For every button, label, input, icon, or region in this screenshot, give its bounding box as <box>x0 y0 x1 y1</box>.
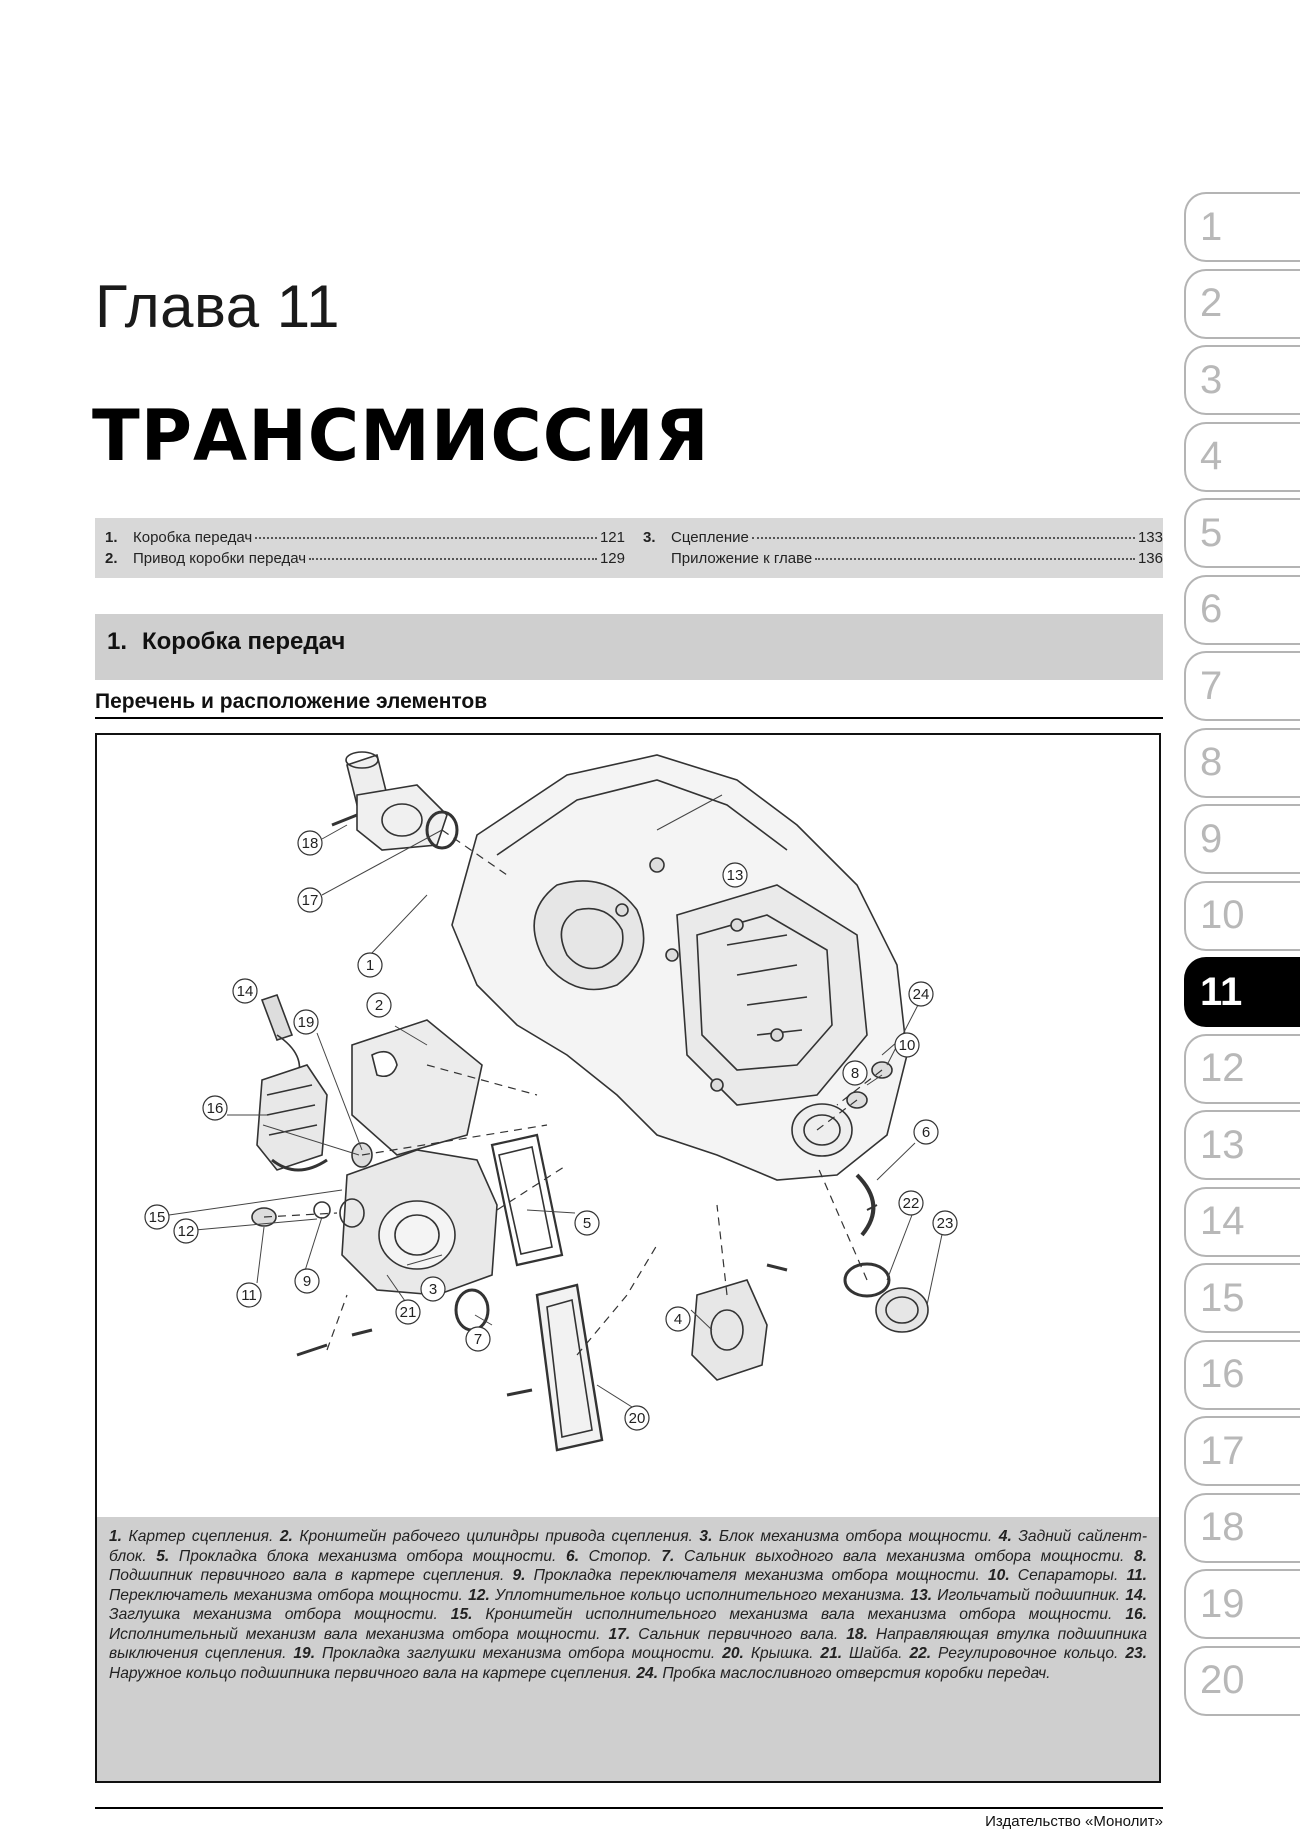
caption-item-number: 8. <box>1133 1547 1147 1565</box>
callout-4 <box>666 1307 690 1331</box>
toc-entry-title: Приложение к главе <box>671 550 813 567</box>
caption-item-text: Наружное кольцо подшипника первичного вала на картере сцепления. <box>109 1664 637 1682</box>
caption-item-number: 19. <box>293 1645 316 1662</box>
chapter-tab-8[interactable]: 8 <box>1184 728 1300 798</box>
caption-item-number: 4. <box>998 1528 1012 1545</box>
callout-label: 13 <box>726 867 744 884</box>
callout-7 <box>466 1327 490 1351</box>
actuator-part <box>257 1065 327 1170</box>
callout-21 <box>396 1300 420 1324</box>
caption-item-number: 12. <box>468 1586 490 1604</box>
callout-11 <box>237 1283 261 1307</box>
chapter-tab-5[interactable]: 5 <box>1184 498 1300 568</box>
callout-5 <box>575 1211 599 1235</box>
callout-9 <box>295 1269 319 1293</box>
caption-item-text: Кронштейн исполнительного механизма вала механизма отбора мощности. <box>472 1606 1126 1623</box>
callout-label: 15 <box>148 1209 166 1226</box>
callout-1 <box>358 953 382 977</box>
toc-entry[interactable] <box>643 529 1163 546</box>
callout-14 <box>233 979 257 1003</box>
callout-label: 8 <box>850 1065 860 1082</box>
callout-15 <box>145 1205 169 1229</box>
callout-label: 5 <box>582 1215 592 1232</box>
toc-entry-title: Сцепление <box>671 529 749 546</box>
callout-label: 19 <box>297 1014 315 1031</box>
caption-item-number: 21. <box>820 1645 843 1662</box>
callout-16 <box>203 1096 227 1120</box>
caption-item-text: Крышка. <box>743 1645 821 1662</box>
caption-item-text: Прокладка блока механизма отбора мощности. <box>169 1547 567 1565</box>
caption-item-text: Пробка маслосливного отверстия коробки передач. <box>658 1664 1051 1682</box>
chapter-tab-17[interactable]: 17 <box>1184 1416 1300 1486</box>
subsection-rule <box>95 717 1163 719</box>
callout-label: 24 <box>912 986 930 1003</box>
chapter-tab-19[interactable]: 19 <box>1184 1569 1300 1639</box>
publisher-name: Издательство «Монолит» <box>985 1813 1163 1830</box>
toc-entry-number: 2. <box>105 550 118 567</box>
caption-item-number: 7. <box>661 1547 675 1565</box>
callout-label: 23 <box>936 1215 954 1232</box>
callout-18 <box>298 831 322 855</box>
toc-leader-dots <box>309 558 597 560</box>
toc-leader-dots <box>752 537 1135 539</box>
callout-label: 12 <box>177 1223 195 1240</box>
callout-8 <box>843 1061 867 1085</box>
caption-item-number: 5. <box>156 1547 170 1565</box>
caption-item-text: Шайба. <box>842 1645 910 1662</box>
chapter-tab-6[interactable]: 6 <box>1184 575 1300 645</box>
toc-entry-title: Привод коробки передач <box>133 550 307 567</box>
exploded-diagram-figure <box>95 733 1161 1783</box>
callout-12 <box>174 1219 198 1243</box>
toc-leader-dots <box>255 537 597 539</box>
callout-24 <box>909 982 933 1006</box>
caption-item-number: 6. <box>566 1547 580 1565</box>
caption-item-number: 24. <box>636 1664 659 1682</box>
caption-item-text: Блок механизма отбора мощности. <box>712 1528 999 1545</box>
caption-item-number: 22. <box>909 1645 932 1662</box>
caption-item-text: Сальник первичного вала. <box>630 1625 847 1643</box>
caption-item-text: Подшипник первичного вала в картере сцепления. <box>109 1567 513 1584</box>
caption-item-number: 20. <box>722 1645 744 1662</box>
callout-10 <box>895 1033 919 1057</box>
caption-item-text: Задний сайлент-блок. <box>109 1528 1148 1565</box>
caption-item-text: Прокладка заглушки механизма отбора мощности. <box>315 1645 723 1662</box>
section-title: Коробка передач <box>142 628 346 655</box>
toc-entry[interactable] <box>643 550 1163 567</box>
silent-block-part <box>692 1280 767 1380</box>
toc-entry-page: 136 <box>1137 550 1163 567</box>
chapter-tab-18[interactable]: 18 <box>1184 1493 1300 1563</box>
bracket-part <box>352 1020 482 1155</box>
chapter-tabs <box>1184 192 1300 1722</box>
caption-item-text: Сепараторы. <box>1009 1567 1127 1584</box>
caption-item-text: Игольчатый подшипник. <box>932 1586 1126 1604</box>
caption-item-text: Заглушка механизма отбора мощности. <box>109 1606 451 1623</box>
section-header <box>95 611 1163 680</box>
gearbox-exploded-diagram <box>97 735 1159 1517</box>
caption-item-number: 23. <box>1125 1645 1147 1662</box>
caption-item-text: Исполнительный механизм вала механизма отбора мощности. <box>109 1625 609 1643</box>
callout-19 <box>294 1010 318 1034</box>
caption-item-text: Направляющая втулка подшипника выключения сцепления. <box>109 1625 1148 1662</box>
section-number: 1. <box>107 628 128 655</box>
caption-item-number: 9. <box>512 1567 526 1584</box>
callout-label: 20 <box>628 1410 646 1427</box>
subsection-title: Перечень и расположение элементов <box>95 690 488 713</box>
callout-2 <box>367 993 391 1017</box>
caption-item-number: 11. <box>1126 1567 1147 1584</box>
chapter-tab-15[interactable]: 15 <box>1184 1263 1300 1333</box>
chapter-tab-13[interactable]: 13 <box>1184 1110 1300 1180</box>
toc-entry-page: 129 <box>599 550 625 567</box>
chapter-tab-20[interactable]: 20 <box>1184 1646 1300 1716</box>
caption-item-number: 2. <box>279 1528 293 1545</box>
caption-item-text: Уплотнительное кольцо исполнительного механизма. <box>489 1586 911 1604</box>
toc-entry-number: 3. <box>643 529 656 546</box>
toc-entry-page: 121 <box>599 529 625 546</box>
chapter-tab-4[interactable]: 4 <box>1184 422 1300 492</box>
callout-20 <box>625 1406 649 1430</box>
callout-13 <box>723 863 747 887</box>
callout-label: 7 <box>473 1331 483 1348</box>
chapter-tab-9[interactable]: 9 <box>1184 804 1300 874</box>
chapter-tab-11[interactable]: 11 <box>1184 957 1300 1027</box>
toc-entry[interactable] <box>105 529 625 546</box>
callout-17 <box>298 888 322 912</box>
chapter-label: Глава 11 <box>95 273 341 340</box>
caption-item-text: Переключатель механизма отбора мощности. <box>109 1586 469 1604</box>
chapter-tab-14[interactable]: 14 <box>1184 1187 1300 1257</box>
callout-label: 22 <box>902 1195 920 1212</box>
toc-entry[interactable] <box>105 550 625 567</box>
toc-leader-dots <box>815 558 1135 560</box>
caption-item-text: Картер сцепления. <box>122 1528 280 1545</box>
caption-item-number: 14. <box>1125 1586 1147 1604</box>
caption-item-number: 17. <box>608 1625 631 1643</box>
callout-label: 18 <box>301 835 319 852</box>
table-of-contents <box>95 518 1163 578</box>
callout-label: 10 <box>898 1037 916 1054</box>
callout-3 <box>421 1277 445 1301</box>
chapter-tab-3[interactable]: 3 <box>1184 345 1300 415</box>
caption-item-text: Кронштейн рабочего цилиндры привода сцепления. <box>292 1528 700 1545</box>
toc-entry-number: 1. <box>105 529 118 546</box>
chapter-tab-2[interactable]: 2 <box>1184 269 1300 339</box>
caption-item-number: 16. <box>1125 1606 1148 1623</box>
chapter-tab-10[interactable]: 10 <box>1184 881 1300 951</box>
chapter-tab-16[interactable]: 16 <box>1184 1340 1300 1410</box>
chapter-tab-12[interactable]: 12 <box>1184 1034 1300 1104</box>
callout-label: 4 <box>673 1311 683 1328</box>
callout-label: 17 <box>301 892 319 909</box>
caption-item-number: 18. <box>846 1625 868 1643</box>
callout-label: 11 <box>241 1287 257 1304</box>
caption-item-number: 10. <box>987 1567 1010 1584</box>
callout-label: 2 <box>374 997 384 1014</box>
callout-23 <box>933 1211 957 1235</box>
callout-label: 3 <box>428 1281 438 1298</box>
callout-22 <box>899 1191 923 1215</box>
callout-label: 1 <box>365 957 375 974</box>
toc-entry-page: 133 <box>1137 529 1163 546</box>
callout-label: 6 <box>921 1124 931 1141</box>
callout-label: 14 <box>236 983 254 1000</box>
caption-item-number: 1. <box>109 1528 123 1545</box>
caption-item-number: 3. <box>699 1528 713 1545</box>
caption-item-text: Прокладка переключателя механизма отбора мощности. <box>525 1567 988 1584</box>
caption-item-text: Регулировочное кольцо. <box>931 1645 1126 1662</box>
chapter-title: ТРАНСМИССИЯ <box>92 395 710 477</box>
caption-item-text: Сальник выходного вала механизма отбора мощности. <box>674 1547 1134 1565</box>
chapter-tab-7[interactable]: 7 <box>1184 651 1300 721</box>
callout-label: 21 <box>399 1304 417 1321</box>
figure-caption <box>97 1517 1159 1781</box>
footer-rule <box>95 1807 1163 1809</box>
callout-6 <box>914 1120 938 1144</box>
chapter-tab-1[interactable]: 1 <box>1184 192 1300 262</box>
callout-label: 9 <box>302 1273 312 1290</box>
caption-item-number: 15. <box>450 1606 473 1623</box>
toc-entry-title: Коробка передач <box>133 529 253 546</box>
caption-item-text: Стопор. <box>579 1547 662 1565</box>
callout-label: 16 <box>206 1100 224 1117</box>
caption-item-number: 13. <box>910 1586 933 1604</box>
